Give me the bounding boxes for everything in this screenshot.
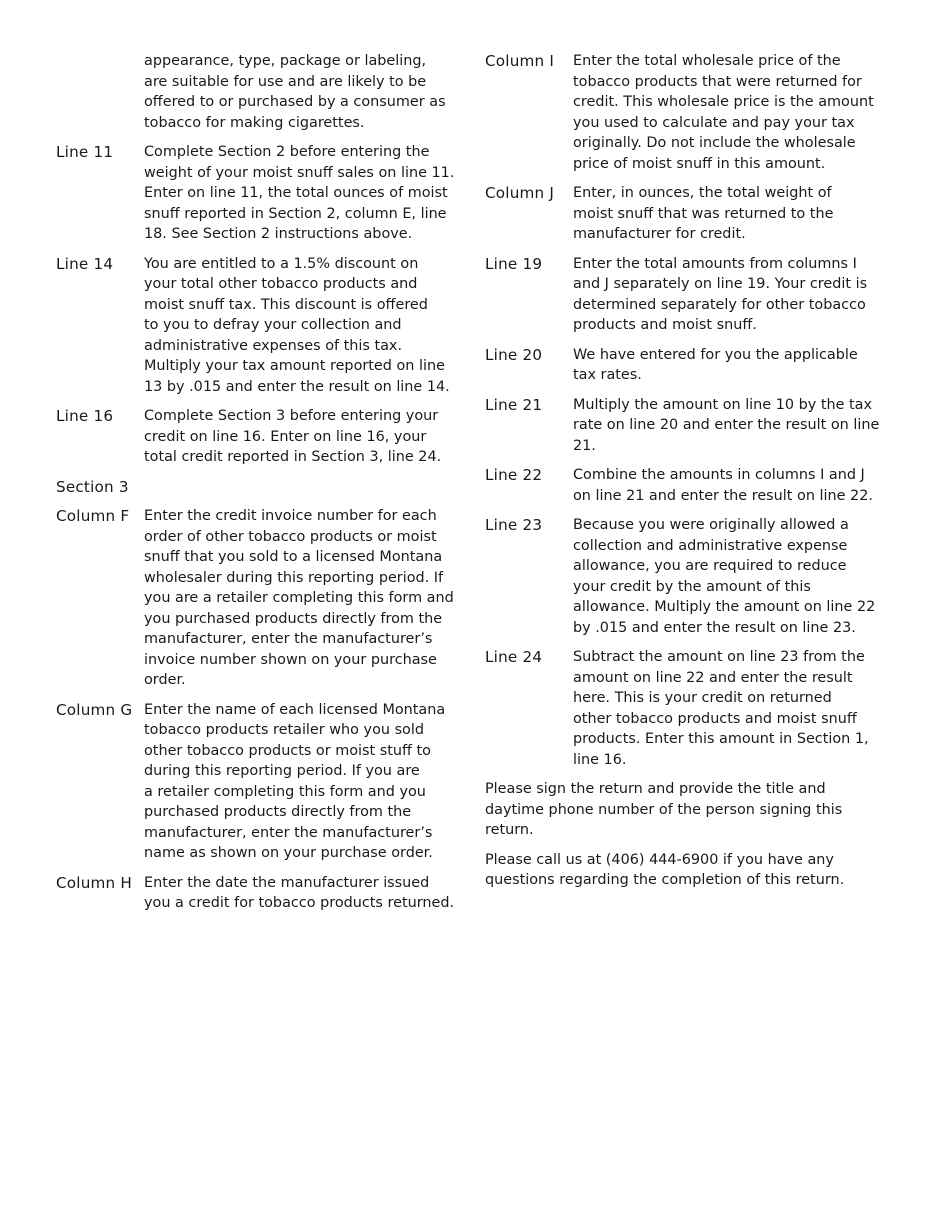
column-i-entry [485,51,897,174]
line-20-label: Line 20 [485,345,543,364]
line-23-label: Line 23 [485,516,543,534]
line-16-text: Complete Section 3 before entering your credit on line 16. Enter on line 16, your total credit reported in Section 3, line 24. [144,408,442,465]
line-24-label: Line 24 [485,648,543,666]
line-22-label: Line 22 [485,466,543,484]
column-f-text: Enter the credit invoice number for each order of other tobacco products or moist snuff that you sold to a licensed Montana wholesaler during this reporting period. If you are a retailer completing this form and you purchased products directly from the manufacturer, enter the manufacturer’s invoice number shown on your purchase order. [144,508,454,688]
column-h-entry [56,873,470,914]
left-column [56,51,470,923]
line-22-text: Combine the amounts in columns I and J on line 21 and enter the result on line 22. [573,467,873,504]
line-11-label: Line 11 [56,143,114,161]
line-20-entry [485,345,897,386]
line-16-entry [56,406,470,468]
section-3-heading: Section 3 [56,477,129,496]
column-i-text: Enter the total wholesale price of the tobacco products that were returned for credit. This wholesale price is the amount you used to calculate and pay your tax originally. Do not include the wholesale price of moist snuff in this amount. [573,53,874,172]
column-f-label: Column F [56,507,130,525]
line-22-entry [485,465,897,506]
column-g-label: Column G [56,700,133,719]
line-24-text: Subtract the amount on line 23 from the amount on line 22 and enter the result here. This is your credit on returned other tobacco products and moist snuff products. Enter this amount in Section 1, line 16. [573,649,869,768]
line-14-label: Line 14 [56,254,114,273]
line-19-label: Line 19 [485,254,543,273]
line-11-entry [56,142,470,245]
continuation-text: appearance, type, package or labeling, are suitable for use and are likely to be offered to or purchased by a consumer as tobacco for making cigarettes. [144,53,446,131]
line-14-entry [56,254,470,398]
line-21-label: Line 21 [485,395,543,414]
line-21-text: Multiply the amount on line 10 by the tax rate on line 20 and enter the result on line 21. [573,396,880,454]
line-24-entry [485,647,897,770]
line-16-label: Line 16 [56,407,114,425]
column-g-text: Enter the name of each licensed Montana tobacco products retailer who you sold other tobacco products or moist stuff to during this reporting period. If you are a retailer completing this form and you purchased products directly from the manufacturer, enter the manufacturer’s name as shown on your purchase order. [144,701,446,861]
column-g-entry [56,700,470,864]
column-j-text: Enter, in ounces, the total weight of moist snuff that was returned to the manufacturer for credit. [573,185,834,242]
right-column [485,51,897,900]
line-23-entry [485,515,897,638]
continuation-entry [56,51,470,133]
contact-phone-note: Please call us at (406) 444-6900 if you have any questions regarding the completion of this return. [485,851,845,888]
sign-return-note: Please sign the return and provide the title and daytime phone number of the person signing this return. [485,781,843,838]
column-f-entry [56,506,470,691]
column-i-label: Column I [485,52,555,70]
line-21-entry [485,395,897,457]
column-j-label: Column J [485,184,555,202]
column-h-text: Enter the date the manufacturer issued you a credit for tobacco products returned. [144,874,455,911]
column-h-label: Column H [56,873,133,892]
line-20-text: We have entered for you the applicable tax rates. [573,346,858,383]
line-23-text: Because you were originally allowed a collection and administrative expense allowance, you are required to reduce your credit by the amount of this allowance. Multiply the amount on line 22 by .015 and enter the result on line 23. [573,517,876,636]
line-19-entry [485,254,897,336]
line-14-text: You are entitled to a 1.5% discount on your total other tobacco products and moist snuff tax. This discount is offered to you to defray your collection and administrative expenses of this tax. Multiply your tax amount reported on line 13 by .015 and enter the result on line 14. [144,255,450,395]
line-11-text: Complete Section 2 before entering the weight of your moist snuff sales on line 11. Enter on line 11, the total ounces of moist snuff reported in Section 2, column E, line 18. See Section 2 instructions above. [144,144,455,242]
line-19-text: Enter the total amounts from columns I and J separately on line 19. Your credit is determined separately for other tobacco products and moist snuff. [573,255,868,333]
column-j-entry [485,183,897,245]
